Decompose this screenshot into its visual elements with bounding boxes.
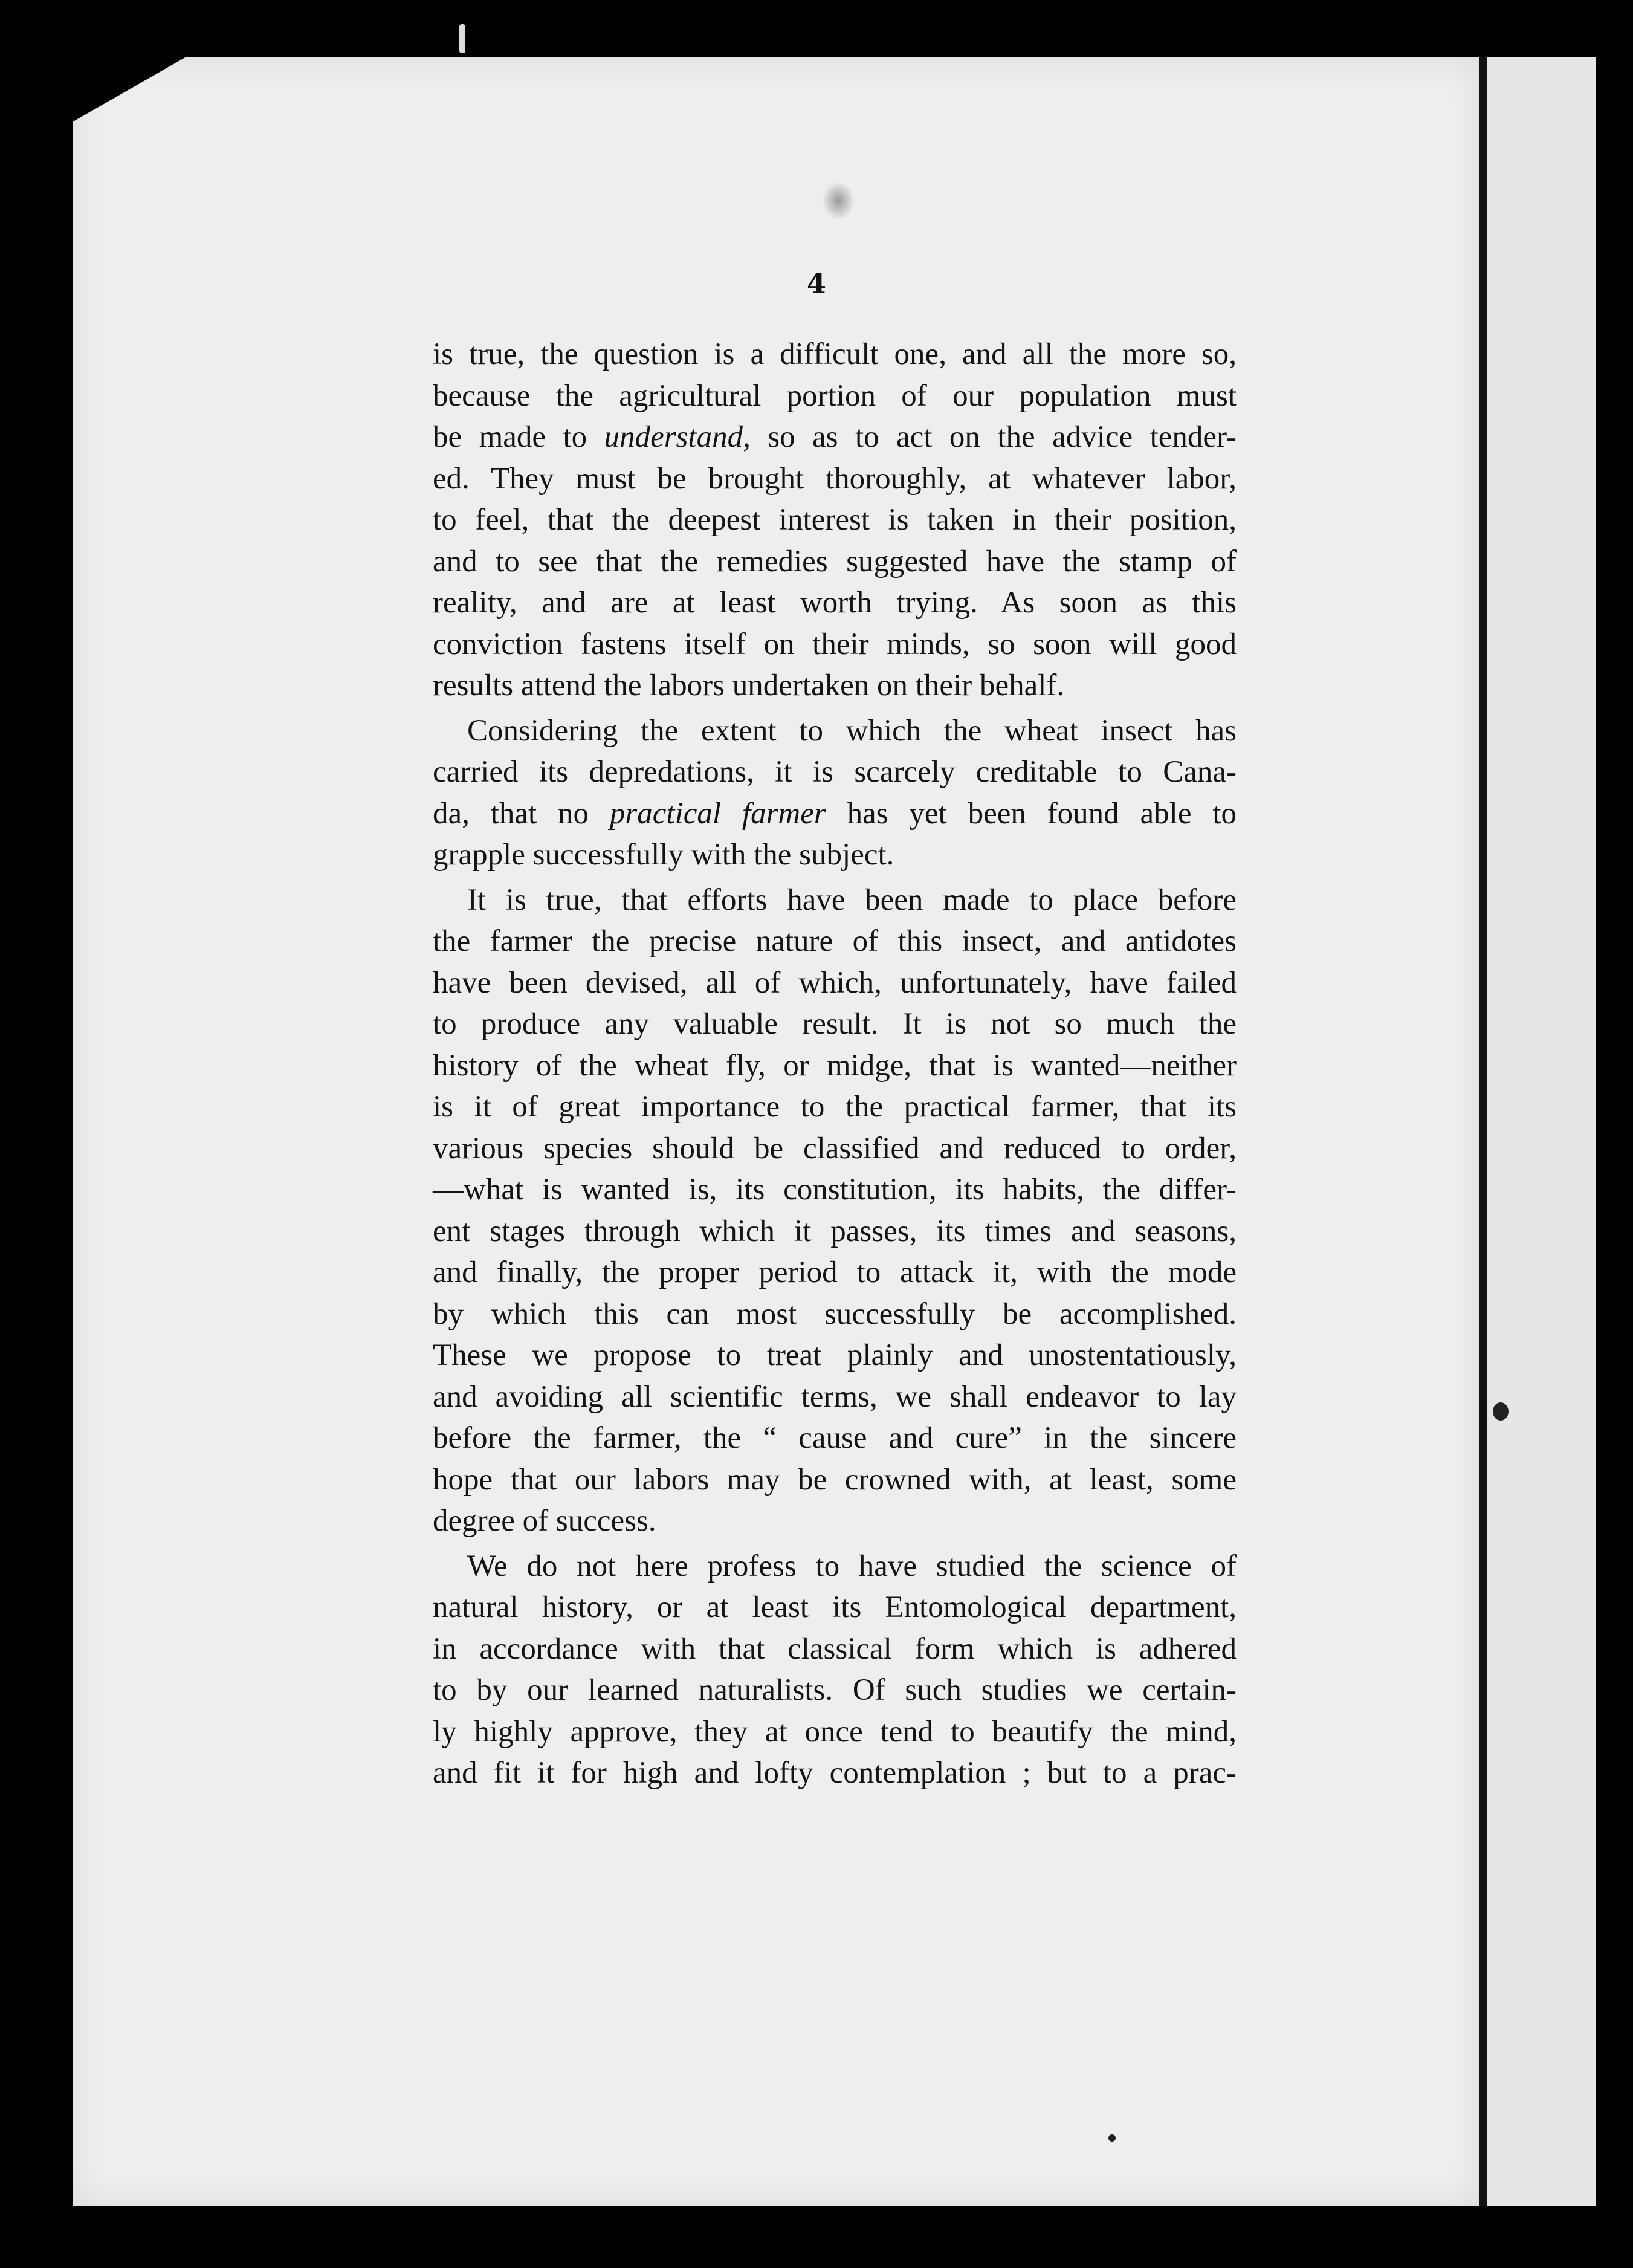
text-line: be made to understand, so as to act on the advice tender- xyxy=(433,420,1237,454)
text-line: history of the wheat fly, or midge, that is wanted—neither xyxy=(433,1048,1237,1083)
text-line: because the agricultural portion of our population must xyxy=(433,378,1237,413)
ink-smudge xyxy=(822,181,855,220)
text-line: It is true, that efforts have been made to place before xyxy=(467,883,1237,917)
text-line: conviction fastens itself on their minds, so soon will good xyxy=(433,627,1237,661)
text-line: grapple successfully with the subject. xyxy=(433,838,894,872)
text-line: before the farmer, the “ cause and cure” in the sincere xyxy=(433,1421,1237,1455)
text-line: natural history, or at least its Entomological department, xyxy=(433,1590,1237,1624)
text-line: various species should be classified and reduced to order, xyxy=(433,1131,1237,1165)
text-line: the farmer the precise nature of this insect, and antidotes xyxy=(433,924,1237,958)
text-line: is it of great importance to the practical farmer, that its xyxy=(433,1090,1237,1124)
adjacent-page-edge xyxy=(1487,57,1596,2206)
page-number: 4 xyxy=(806,267,826,300)
body-text xyxy=(433,334,1237,1798)
text-line: degree of success. xyxy=(433,1504,656,1538)
text-line: carried its depredations, it is scarcely creditable to Cana- xyxy=(433,755,1237,789)
text-line: to produce any valuable result. It is not so much the xyxy=(433,1007,1237,1041)
italic-phrase: practical farmer xyxy=(609,796,826,831)
text-line: ly highly approve, they at once tend to beautify the mind, xyxy=(433,1714,1237,1749)
text-line: and fit it for high and lofty contemplation ; but to a prac- xyxy=(433,1756,1237,1790)
text-line: is true, the question is a difficult one, and all the more so, xyxy=(433,337,1237,371)
text-line: by which this can most successfully be accomplished. xyxy=(433,1297,1237,1331)
text-line: have been devised, all of which, unfortunately, have failed xyxy=(433,965,1237,1000)
text-line: and to see that the remedies suggested have the stamp of xyxy=(433,544,1237,578)
text-line: in accordance with that classical form which is adhered xyxy=(433,1631,1237,1666)
page-gutter-edge xyxy=(1479,57,1487,2206)
binding-hole xyxy=(1493,1402,1509,1421)
text-line: Considering the extent to which the wheat insect has xyxy=(467,713,1237,748)
text-line: hope that our labors may be crowned with, at least, some xyxy=(433,1462,1237,1497)
italic-phrase: understand xyxy=(604,420,743,454)
text-line: ed. They must be brought thoroughly, at whatever labor, xyxy=(433,461,1237,496)
ink-speck xyxy=(1108,2134,1116,2142)
text-line: and avoiding all scientific terms, we shall endeavor to lay xyxy=(433,1379,1237,1414)
scan-artifact xyxy=(459,24,465,53)
text-line: to by our learned naturalists. Of such studies we certain- xyxy=(433,1673,1237,1707)
text-line: These we propose to treat plainly and unostentatiously, xyxy=(433,1338,1237,1372)
text-line: ent stages through which it passes, its times and seasons, xyxy=(433,1214,1237,1248)
text-line: We do not here profess to have studied the science of xyxy=(467,1549,1237,1583)
text-line: reality, and are at least worth trying. As soon as this xyxy=(433,586,1237,620)
text-line: to feel, that the deepest interest is taken in their position, xyxy=(433,503,1237,537)
text-line: and finally, the proper period to attack it, with the mode xyxy=(433,1256,1237,1289)
text-line: —what is wanted is, its constitution, its habits, the differ- xyxy=(433,1173,1237,1207)
text-line: da, that no practical farmer has yet been found able to xyxy=(433,796,1237,831)
text-line: results attend the labors undertaken on their behalf. xyxy=(433,669,1065,702)
